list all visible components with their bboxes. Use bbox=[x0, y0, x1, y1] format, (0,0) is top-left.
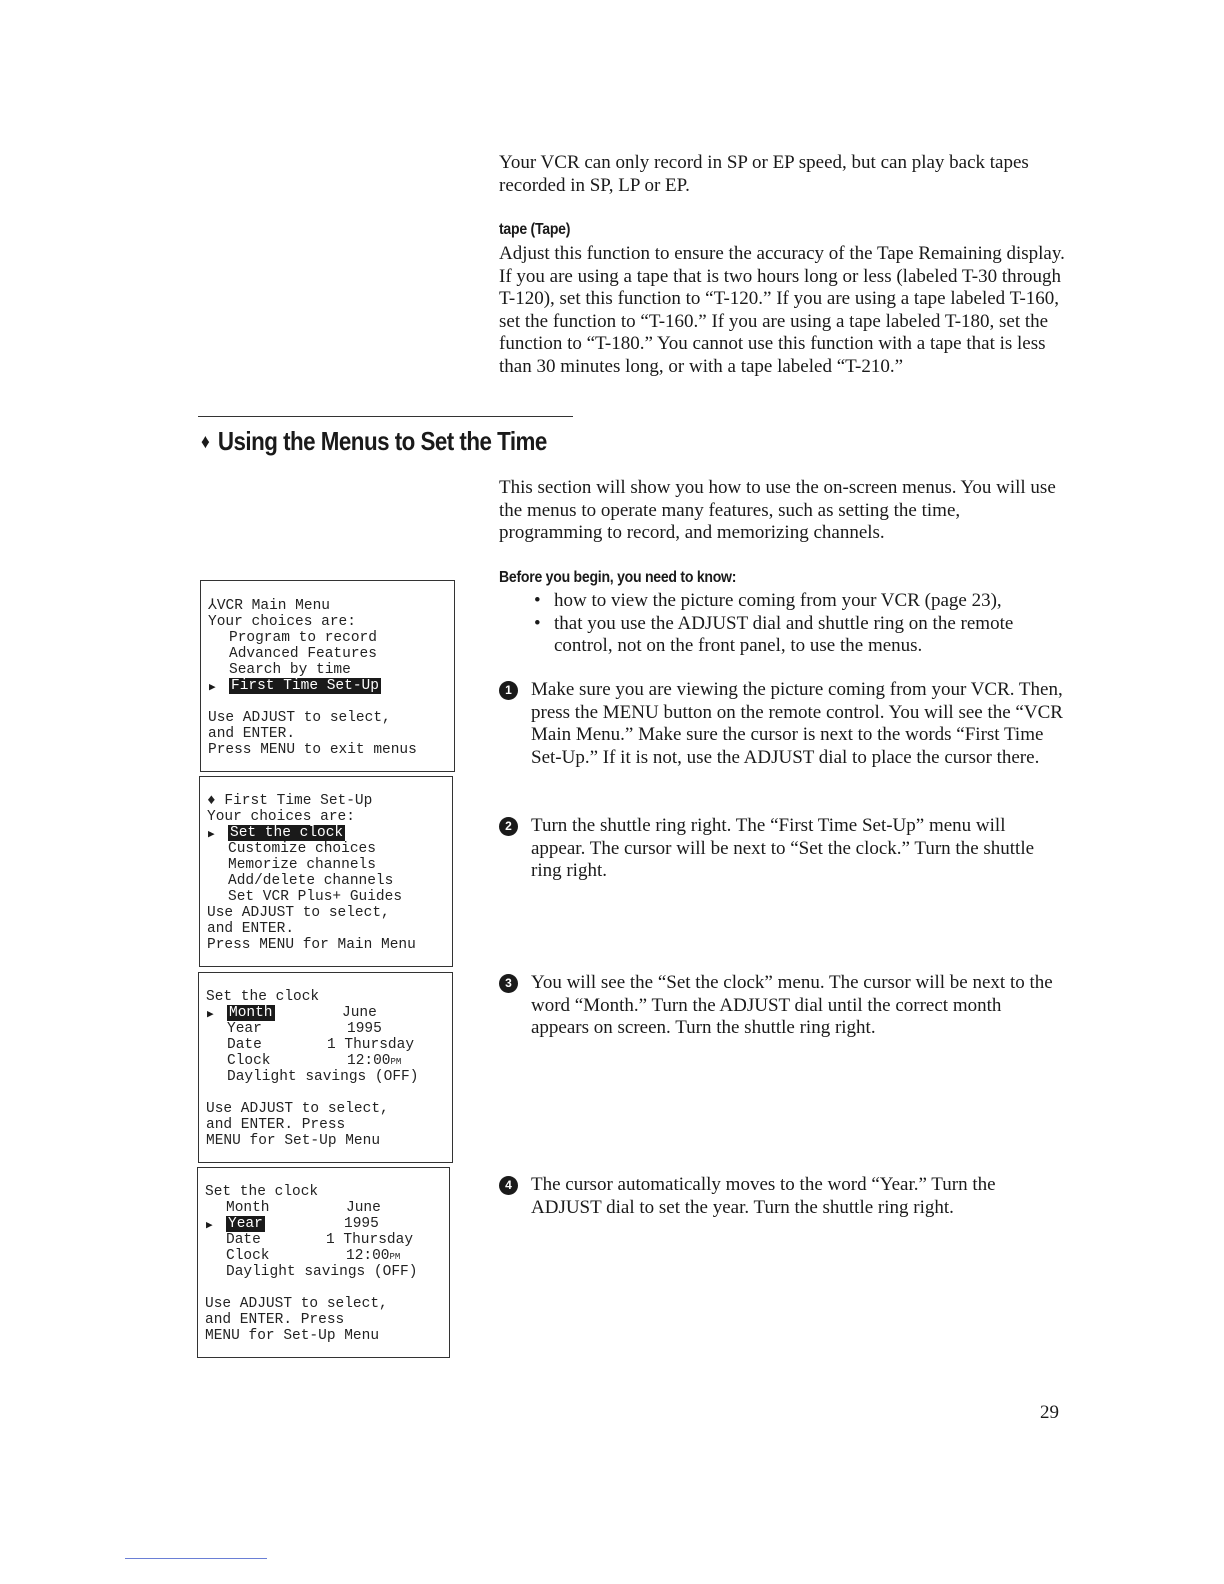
step-4 bbox=[499, 1174, 1064, 1219]
section-intro: This section will show you how to use the on-screen menus. You will use the menus to operate many features, such as setting the time, programming to record, and memorizing channels. bbox=[499, 477, 1056, 544]
vcr-main-menu-screen bbox=[200, 580, 455, 772]
cursor-arrow-icon: ▶ bbox=[207, 1009, 214, 1021]
month-label: Month bbox=[226, 1200, 270, 1216]
menu-item-selected: First Time Set-Up bbox=[231, 678, 379, 694]
step-number: 2 bbox=[499, 817, 518, 836]
step-3 bbox=[499, 972, 1064, 1040]
step-text: Make sure you are viewing the picture coming from your VCR. Then, press the MENU button on the remote control. You will see the “VCR Main Menu.” Make sure the cursor is next to the words “First Time Set-Up.” If it is not, use the ADJUST dial to place the cursor there. bbox=[531, 679, 1063, 768]
year-label-selected: Year bbox=[228, 1216, 263, 1232]
step-2 bbox=[499, 815, 1064, 883]
menu-footer-line: and ENTER. bbox=[207, 921, 295, 937]
menu-footer-line: and ENTER. bbox=[208, 726, 296, 742]
month-value: June bbox=[342, 1005, 377, 1021]
year-value: 1995 bbox=[347, 1021, 382, 1037]
clock-label: Clock bbox=[227, 1053, 271, 1069]
footer-divider bbox=[125, 1558, 267, 1559]
menu-footer-line: Use ADJUST to select, bbox=[207, 905, 390, 921]
menu-item: Program to record bbox=[229, 630, 377, 646]
menu-title: Set the clock bbox=[205, 1184, 319, 1200]
before-heading: Before you begin, you need to know: bbox=[499, 569, 737, 586]
step-text: The cursor automatically moves to the word “Year.” Turn the ADJUST dial to set the year. Turn the shuttle ring right. bbox=[531, 1174, 996, 1218]
intro-paragraph: Your VCR can only record in SP or EP speed, but can play back tapes recorded in SP, LP or EP. bbox=[499, 152, 1029, 196]
step-number: 3 bbox=[499, 974, 518, 993]
menu-footer-line: Press MENU to exit menus bbox=[208, 742, 417, 758]
menu-title: ♦ First Time Set-Up bbox=[207, 793, 373, 809]
menu-footer-line: Use ADJUST to select, bbox=[206, 1101, 389, 1117]
step-number: 1 bbox=[499, 681, 518, 700]
menu-choices-label: Your choices are: bbox=[208, 614, 356, 630]
menu-item-selected: Set the clock bbox=[230, 825, 344, 841]
step-text: You will see the “Set the clock” menu. The cursor will be next to the word “Month.” Turn the ADJUST dial until the correct month appears on screen. Turn the shuttle ring right. bbox=[531, 972, 1053, 1039]
section-title-text: Using the Menus to Set the Time bbox=[217, 426, 547, 456]
menu-footer-line: and ENTER. Press bbox=[206, 1117, 346, 1133]
menu-footer-line: MENU for Set-Up Menu bbox=[205, 1328, 380, 1344]
menu-item: Set VCR Plus+ Guides bbox=[228, 889, 403, 905]
list-item: • how to view the picture coming from your VCR (page 23), bbox=[534, 590, 1054, 613]
year-value: 1995 bbox=[344, 1216, 379, 1232]
date-value: 1 Thursday bbox=[327, 1037, 415, 1053]
menu-choices-label: Your choices are: bbox=[207, 809, 355, 825]
menu-title: Set the clock bbox=[206, 989, 320, 1005]
month-label-selected: Month bbox=[229, 1005, 273, 1021]
menu-item: Advanced Features bbox=[229, 646, 377, 662]
section-divider bbox=[198, 416, 573, 417]
month-value: June bbox=[346, 1200, 381, 1216]
daylight-savings: Daylight savings (OFF) bbox=[226, 1264, 418, 1280]
menu-item: Memorize channels bbox=[228, 857, 376, 873]
menu-footer-line: and ENTER. Press bbox=[205, 1312, 345, 1328]
vcr-logo-icon: ⅄ bbox=[208, 598, 217, 614]
step-1 bbox=[499, 679, 1064, 769]
prerequisite-list bbox=[534, 590, 1054, 658]
set-clock-year-screen bbox=[197, 1167, 450, 1358]
step-number: 4 bbox=[499, 1176, 518, 1195]
menu-footer-line: Press MENU for Main Menu bbox=[207, 937, 416, 953]
tape-heading: tape (Tape) bbox=[499, 221, 571, 238]
menu-footer-line: Use ADJUST to select, bbox=[208, 710, 391, 726]
year-label: Year bbox=[227, 1021, 262, 1037]
section-title bbox=[201, 426, 547, 457]
diamond-icon: ♦ bbox=[207, 793, 216, 809]
menu-item: Add/delete channels bbox=[228, 873, 394, 889]
date-label: Date bbox=[226, 1232, 261, 1248]
set-clock-month-screen bbox=[198, 972, 453, 1163]
page-number: 29 bbox=[1040, 1402, 1059, 1423]
menu-footer-line: MENU for Set-Up Menu bbox=[206, 1133, 381, 1149]
menu-item: Search by time bbox=[229, 662, 351, 678]
diamond-icon: ♦ bbox=[201, 431, 210, 453]
clock-value: 12:00PM bbox=[346, 1248, 401, 1264]
cursor-arrow-icon: ▶ bbox=[209, 682, 216, 694]
first-time-setup-screen bbox=[199, 776, 453, 967]
tape-paragraph: Adjust this function to ensure the accuracy of the Tape Remaining display. If you are using a tape that is two hours long or less (labeled T-30 through T-120), set this function to “T-120.” If you are using a tape labeled T-160, set the function to “T-160.” If you are using a tape labeled T-180, set the function to “T-180.” You cannot use this function with a tape that is less than 30 minutes long, or with a tape labeled “T-210.” bbox=[499, 243, 1065, 377]
clock-label: Clock bbox=[226, 1248, 270, 1264]
cursor-arrow-icon: ▶ bbox=[206, 1220, 213, 1232]
list-item: • that you use the ADJUST dial and shuttle ring on the remote control, not on the front panel, to use the menus. bbox=[534, 613, 1054, 658]
daylight-savings: Daylight savings (OFF) bbox=[227, 1069, 419, 1085]
menu-footer-line: Use ADJUST to select, bbox=[205, 1296, 388, 1312]
clock-value: 12:00PM bbox=[347, 1053, 402, 1069]
date-label: Date bbox=[227, 1037, 262, 1053]
cursor-arrow-icon: ▶ bbox=[208, 829, 215, 841]
menu-item: Customize choices bbox=[228, 841, 376, 857]
date-value: 1 Thursday bbox=[326, 1232, 414, 1248]
step-text: Turn the shuttle ring right. The “First Time Set-Up” menu will appear. The cursor will be next to “Set the clock.” Turn the shuttle ring right. bbox=[531, 815, 1035, 882]
menu-title: ⅄VCR Main Menu bbox=[208, 598, 330, 614]
